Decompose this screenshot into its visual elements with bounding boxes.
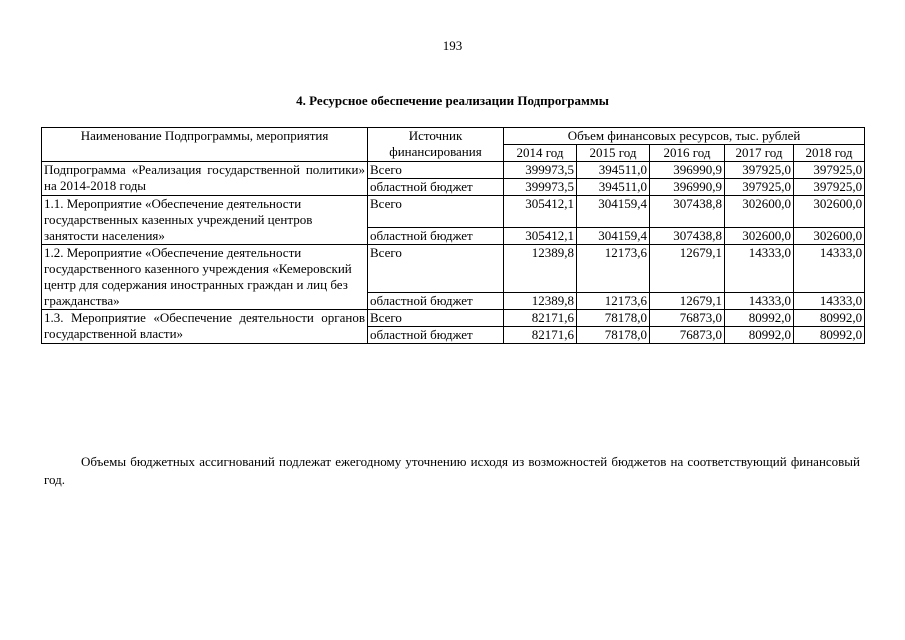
value-cell: 76873,0 [650,310,725,327]
source-cell: областной бюджет [368,179,504,196]
header-year: 2015 год [577,145,650,162]
value-cell: 305412,1 [504,228,577,245]
header-source: Источник финансирования [368,128,504,162]
value-cell: 399973,5 [504,162,577,179]
value-cell: 80992,0 [725,310,794,327]
value-cell: 12173,6 [577,293,650,310]
value-cell: 307438,8 [650,196,725,228]
header-year: 2018 год [794,145,865,162]
value-cell: 397925,0 [725,162,794,179]
value-cell: 307438,8 [650,228,725,245]
value-cell: 76873,0 [650,327,725,344]
value-cell: 12389,8 [504,245,577,293]
measure-name: 1.2. Мероприятие «Обеспечение деятельности государственного казенного учреждения «Кемеровский центр для содержания иностранных граждан и лиц без гражданства» [42,245,368,310]
value-cell: 82171,6 [504,327,577,344]
value-cell: 397925,0 [794,179,865,196]
header-year: 2016 год [650,145,725,162]
source-cell: Всего [368,310,504,327]
value-cell: 14333,0 [725,293,794,310]
source-cell: областной бюджет [368,228,504,245]
value-cell: 394511,0 [577,179,650,196]
section-title: 4. Ресурсное обеспечение реализации Подпрограммы [296,93,609,108]
source-cell: областной бюджет [368,293,504,310]
table-row [42,310,865,327]
value-cell: 305412,1 [504,196,577,228]
value-cell: 397925,0 [725,179,794,196]
value-cell: 12679,1 [650,293,725,310]
value-cell: 80992,0 [794,327,865,344]
source-cell: Всего [368,196,504,228]
value-cell: 82171,6 [504,310,577,327]
value-cell: 304159,4 [577,196,650,228]
value-cell: 302600,0 [725,228,794,245]
value-cell: 78178,0 [577,327,650,344]
measure-name: 1.3. Мероприятие «Обеспечение деятельности органов государственной власти» [42,310,368,344]
value-cell: 12389,8 [504,293,577,310]
source-cell: областной бюджет [368,327,504,344]
value-cell: 302600,0 [794,228,865,245]
value-cell: 397925,0 [794,162,865,179]
table-row [42,245,865,293]
page-number: 193 [442,38,463,53]
budget-note: Объемы бюджетных ассигнований подлежат ежегодному уточнению исходя из возможностей бюджетов на соответствующий финансовый год. [44,454,860,487]
header-year: 2014 год [504,145,577,162]
value-cell: 302600,0 [725,196,794,228]
header-name: Наименование Подпрограммы, мероприятия [42,128,368,162]
value-cell: 12679,1 [650,245,725,293]
value-cell: 14333,0 [794,245,865,293]
header-volume: Объем финансовых ресурсов, тыс. рублей [504,128,865,145]
table-row [42,162,865,179]
value-cell: 394511,0 [577,162,650,179]
value-cell: 304159,4 [577,228,650,245]
value-cell: 80992,0 [794,310,865,327]
financing-table [41,127,865,344]
value-cell: 302600,0 [794,196,865,228]
measure-name: 1.1. Мероприятие «Обеспечение деятельности государственных казенных учреждений центров занятости населения» [42,196,368,245]
value-cell: 399973,5 [504,179,577,196]
value-cell: 14333,0 [725,245,794,293]
header-year: 2017 год [725,145,794,162]
source-cell: Всего [368,162,504,179]
value-cell: 80992,0 [725,327,794,344]
value-cell: 396990,9 [650,179,725,196]
subprogram-name: Подпрограмма «Реализация государственной политики» на 2014-2018 годы [42,162,368,196]
value-cell: 78178,0 [577,310,650,327]
table-row [42,196,865,228]
value-cell: 14333,0 [794,293,865,310]
value-cell: 12173,6 [577,245,650,293]
value-cell: 396990,9 [650,162,725,179]
source-cell: Всего [368,245,504,293]
